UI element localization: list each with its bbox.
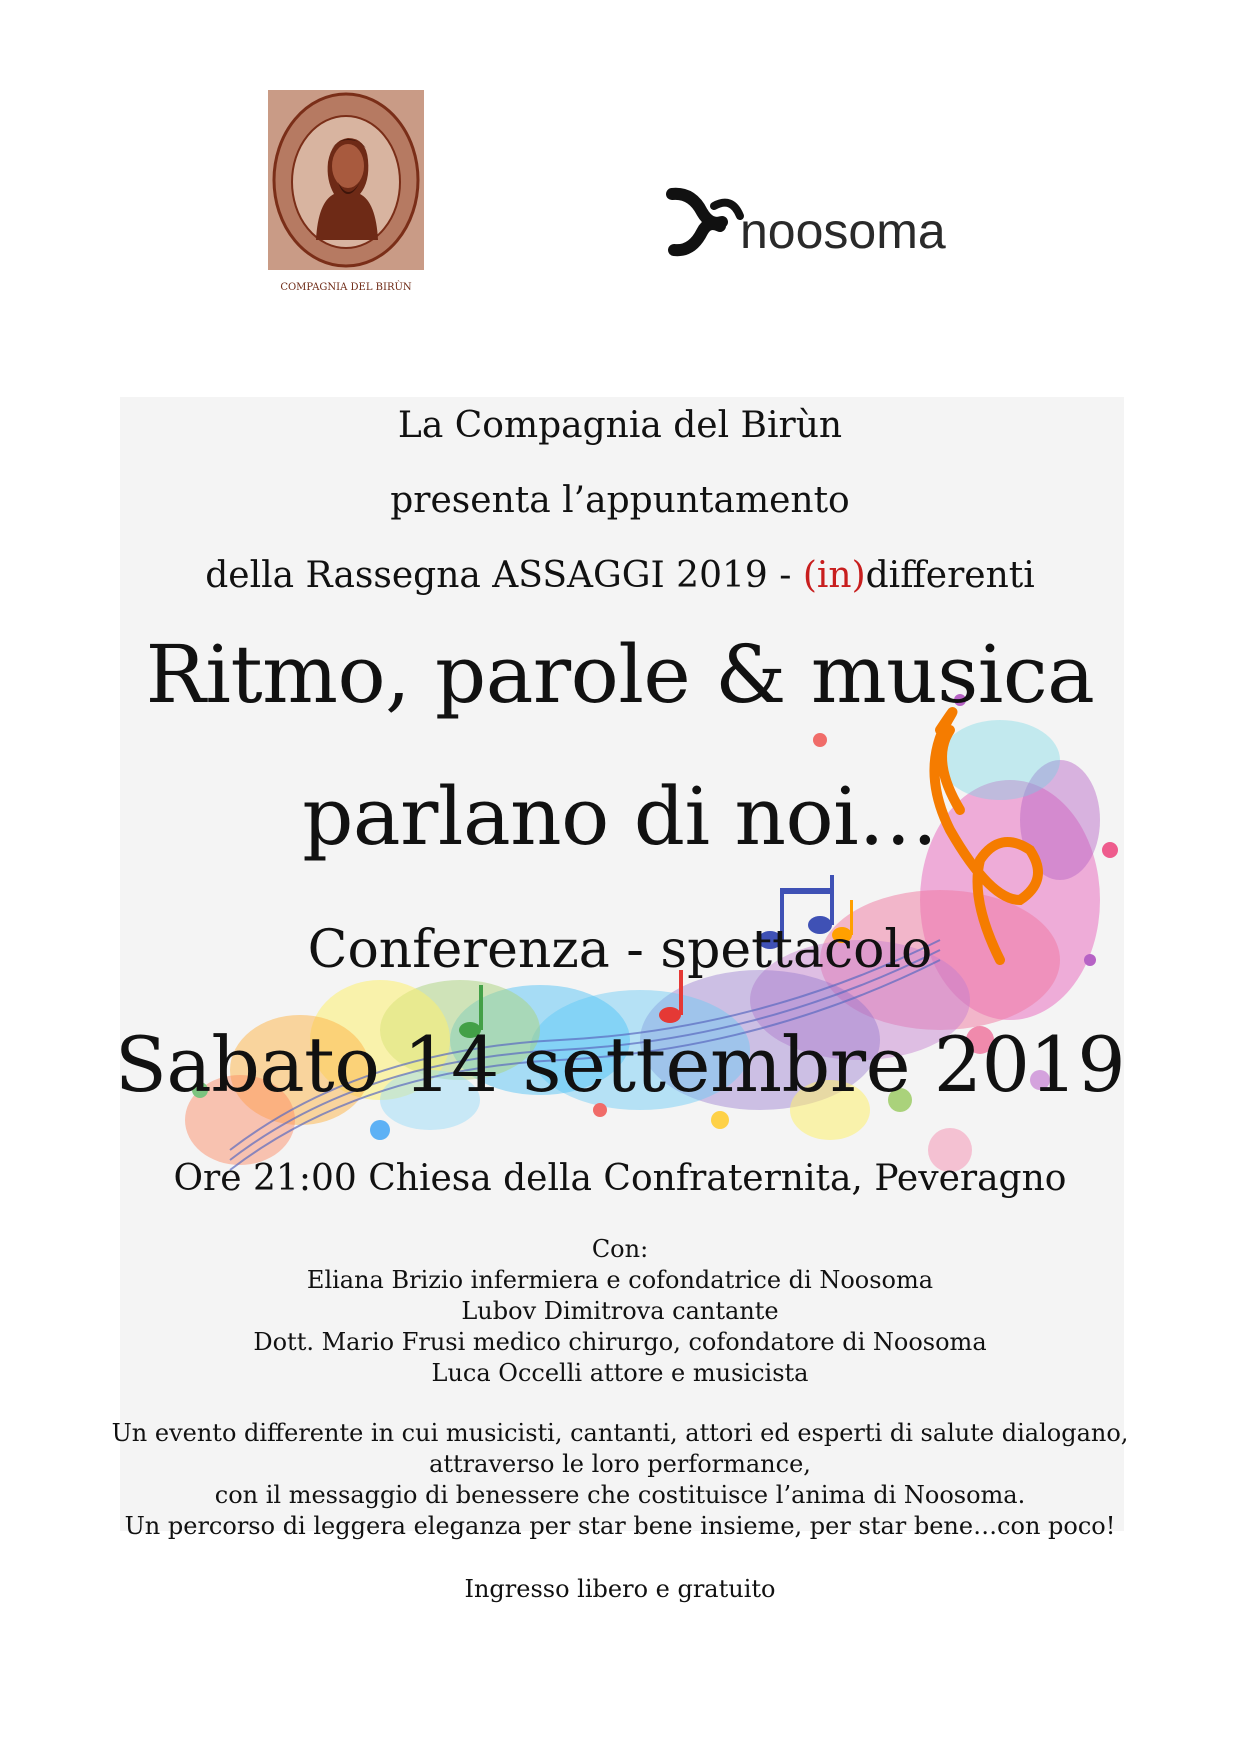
event-venue: Ore 21:00 Chiesa della Confraternita, Peveragno bbox=[173, 1158, 1067, 1199]
event-subtitle: Conferenza - spettacolo bbox=[307, 920, 933, 980]
event-title-line1: Ritmo, parole & musica bbox=[145, 628, 1095, 721]
event-title-line2: parlano di noi… bbox=[302, 770, 938, 863]
series-suffix: differenti bbox=[865, 555, 1035, 596]
admission-note: Ingresso libero e gratuito bbox=[464, 1575, 776, 1603]
participant-item: Eliana Brizio infermiera e cofondatrice di Noosoma bbox=[306, 1266, 934, 1294]
participant-item: Lubov Dimitrova cantante bbox=[461, 1297, 779, 1325]
participant-item: Dott. Mario Frusi medico chirurgo, cofondatore di Noosoma bbox=[253, 1328, 987, 1356]
series-prefix: della Rassegna ASSAGGI 2019 - bbox=[205, 555, 803, 596]
birun-caption: COMPAGNIA DEL BIRÙN bbox=[280, 282, 412, 293]
series-highlight: (in) bbox=[802, 555, 866, 596]
series-line bbox=[0, 555, 1240, 596]
description-line: Un evento differente in cui musicisti, cantanti, attori ed esperti di salute dialogano, bbox=[111, 1419, 1129, 1447]
event-date: Sabato 14 settembre 2019 bbox=[114, 1020, 1126, 1109]
description-line: Un percorso di leggera eleganza per star bene insieme, per star bene…con poco! bbox=[124, 1512, 1116, 1540]
presents-line: presenta l’appuntamento bbox=[390, 480, 850, 521]
description-line: attraverso le loro performance, bbox=[429, 1450, 811, 1478]
participant-item: Luca Occelli attore e musicista bbox=[431, 1359, 809, 1387]
description-line: con il messaggio di benessere che costituisce l’anima di Noosoma. bbox=[214, 1481, 1026, 1509]
organizer-line: La Compagnia del Birùn bbox=[397, 405, 843, 446]
noosoma-wordmark: noosoma bbox=[740, 203, 946, 259]
participants-heading: Con: bbox=[591, 1235, 649, 1263]
